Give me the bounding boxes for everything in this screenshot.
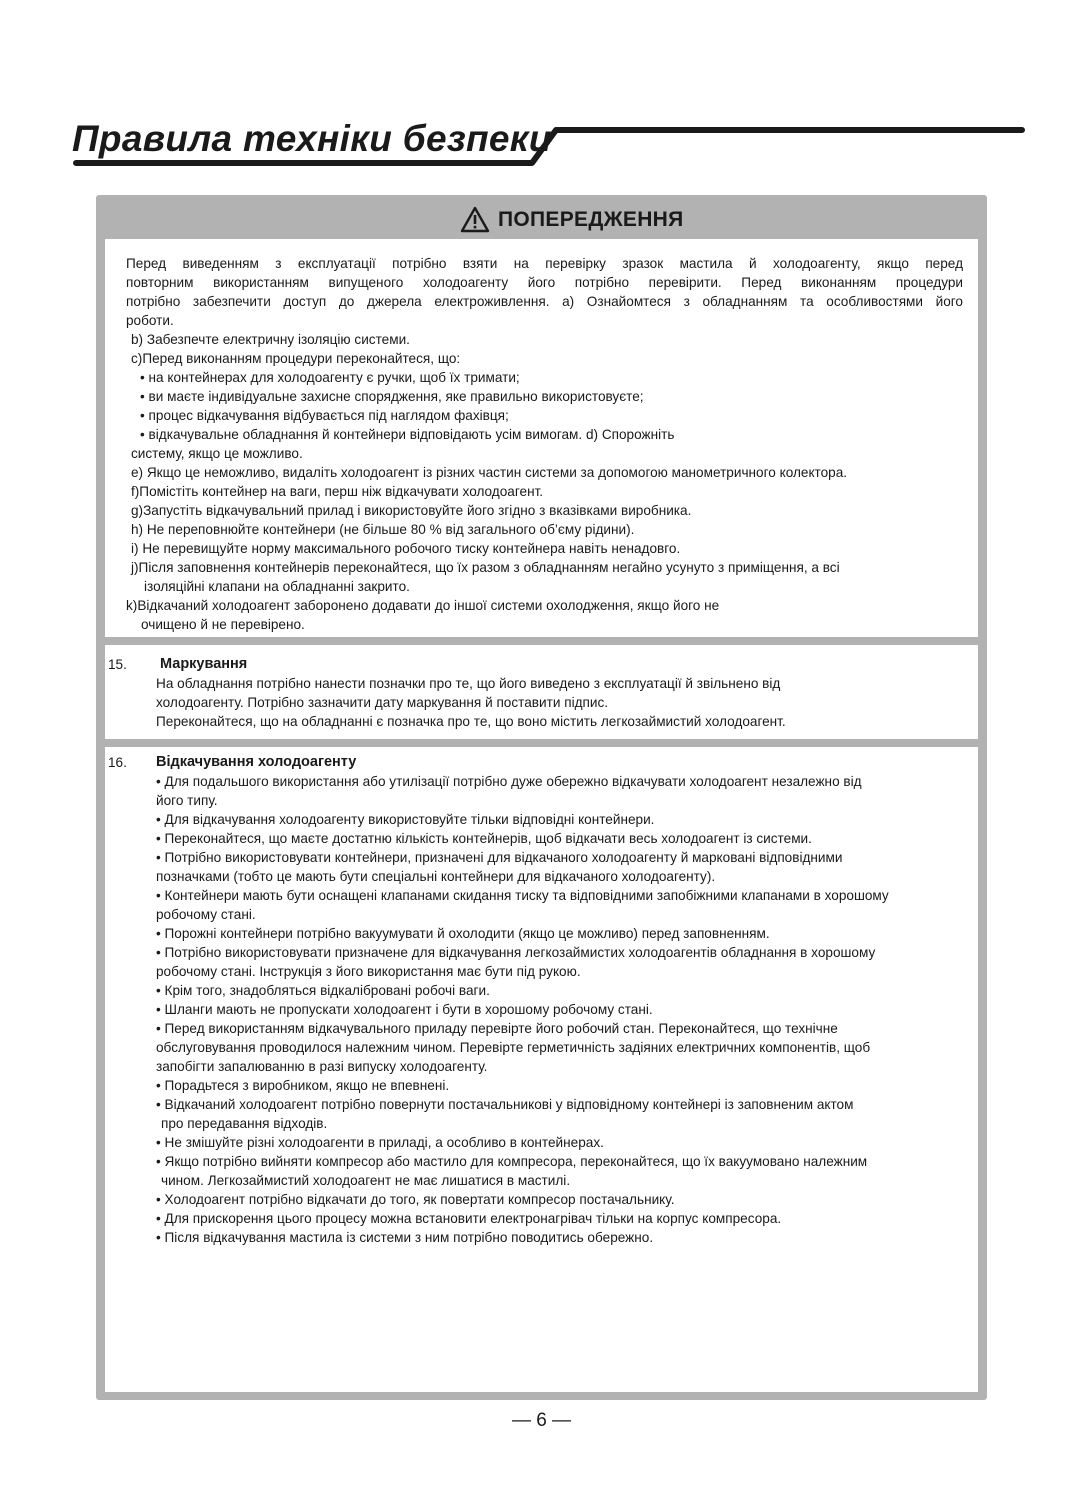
intro-line: роботи.	[126, 313, 174, 328]
list-item: • Для відкачування холодоагенту використовуйте тільки відповідні контейнери.	[156, 812, 655, 827]
section-line: На обладнання потрібно нанести позначки про те, що його виведено з експлуатації й звільнено від	[156, 676, 781, 691]
section-15-panel	[105, 645, 978, 739]
warning-item: c)Перед виконанням процедури переконайтеся, що:	[131, 351, 461, 366]
warning-item: f)Помістіть контейнер на ваги, перш ніж відкачувати холодоагент.	[131, 484, 544, 499]
list-item: • Для прискорення цього процесу можна встановити електронагрівач тільки на корпус компресора.	[156, 1211, 782, 1226]
list-item: запобігти запалюванню в разі випуску холодоагенту.	[156, 1059, 488, 1074]
list-item: обслуговування проводилося належним чином. Перевірте герметичність задіяних електричних компонентів, щоб	[156, 1040, 871, 1055]
list-item: • Якщо потрібно вийняти компресор або мастило для компресора, переконайтеся, що їх вакуумовано належним	[156, 1154, 868, 1169]
warning-item: b) Забезпечте електричну ізоляцію системи.	[131, 332, 410, 347]
title-underline	[0, 0, 1083, 175]
section-number: 16.	[108, 755, 127, 770]
section-line: Переконайтеся, що на обладнанні є позначка про те, що воно містить легкозаймистий холодоагент.	[156, 714, 786, 729]
warning-item: систему, якщо це можливо.	[131, 446, 303, 461]
list-item: • Не змішуйте різні холодоагенти в приладі, а особливо в контейнерах.	[156, 1135, 604, 1150]
list-item: • Потрібно використовувати контейнери, призначені для відкачаного холодоагенту й марковані відповідними	[156, 850, 843, 865]
list-item: • Після відкачування мастила із системи з ним потрібно поводитись обережно.	[156, 1230, 654, 1245]
warning-item: • процес відкачування відбувається під наглядом фахівця;	[140, 408, 509, 423]
warning-item: ізоляційні клапани на обладнанні закрито.	[144, 579, 410, 594]
list-item: робочому стані. Інструкція з його використання має бути під рукою.	[156, 964, 581, 979]
page-number: — 6 —	[511, 1410, 572, 1431]
page-title: Правила техніки безпеки	[72, 118, 552, 159]
section-title: Відкачування холодоагенту	[156, 754, 357, 770]
content-frame	[96, 195, 987, 1400]
section-16-panel	[105, 747, 978, 1392]
list-item: • Порадьтеся з виробником, якщо не впевнені.	[156, 1078, 450, 1093]
list-item: його типу.	[156, 793, 218, 808]
intro-line: Перед виведенням з експлуатації потрібно взяти на перевірку зразок мастила й холодоагенту, якщо перед	[126, 256, 963, 271]
list-item: • Переконайтеся, що маєте достатню кількість контейнерів, щоб відкачати весь холодоагент із системи.	[156, 831, 812, 846]
warning-item: • відкачувальне обладнання й контейнери відповідають усім вимогам. d) Спорожніть	[140, 427, 675, 442]
list-item: робочому стані.	[156, 907, 256, 922]
list-item: • Перед використанням відкачувального приладу перевірте його робочий стан. Переконайтеся, що технічне	[156, 1021, 838, 1036]
list-item: • Крім того, знадобляться відкалібровані робочі ваги.	[156, 983, 490, 998]
warning-panel	[105, 239, 978, 637]
warning-item: • на контейнерах для холодоагенту є ручки, щоб їх тримати;	[140, 370, 520, 385]
warning-item: j)Після заповнення контейнерів переконайтеся, що їх разом з обладнанням негайно усунуто з приміщення, а всі	[131, 560, 840, 575]
list-item: позначками (тобто це мають бути спеціальні контейнери для відкачаного холодоагенту).	[156, 869, 716, 884]
list-item: • Потрібно використовувати призначене для відкачування легкозаймистих холодоагентів обладнання в хорошому	[156, 945, 876, 960]
section-line: холодоагенту. Потрібно зазначити дату маркування й поставити підпис.	[156, 695, 609, 710]
warning-item: e) Якщо це неможливо, видаліть холодоагент із різних частин системи за допомогою манометричного колектора.	[131, 465, 848, 480]
list-item: чином. Легкозаймистий холодоагент не має лишатися в мастилі.	[161, 1173, 571, 1188]
list-item: • Відкачаний холодоагент потрібно повернути постачальникові у відповідному контейнері із заповненим актом	[156, 1097, 854, 1112]
intro-line: повторним використанням випущеного холодоагенту його потрібно перевірити. Перед виконанням процедури	[126, 275, 963, 290]
warning-item: k)Відкачаний холодоагент заборонено додавати до іншої системи охолодження, якщо його не	[126, 598, 720, 613]
list-item: • Холодоагент потрібно відкачати до того, як повертати компресор постачальнику.	[156, 1192, 675, 1207]
warning-title: ПОПЕРЕДЖЕННЯ	[498, 207, 684, 231]
warning-item: i) Не перевищуйте норму максимального робочого тиску контейнера навіть ненадовго.	[131, 541, 681, 556]
section-number: 15.	[108, 657, 127, 672]
list-item: • Для подальшого використання або утилізації потрібно дуже обережно відкачувати холодоагент незалежно від	[156, 774, 862, 789]
warning-triangle-icon	[460, 206, 490, 233]
intro-line: потрібно забезпечити доступ до джерела електроживлення. а) Ознайомтеся з обладнанням та особливостями його	[126, 294, 963, 309]
warning-item: h) Не переповнюйте контейнери (не більше 80 % від загального об’єму рідини).	[131, 522, 635, 537]
warning-item: • ви маєте індивідуальне захисне спорядження, яке правильно використовуєте;	[140, 389, 644, 404]
list-item: про передавання відходів.	[161, 1116, 328, 1131]
warning-item: g)Запустіть відкачувальний прилад і використовуйте його згідно з вказівками виробника.	[131, 503, 692, 518]
list-item: • Контейнери мають бути оснащені клапанами скидання тиску та відповідними запобіжними клапанами в хорошому	[156, 888, 889, 903]
list-item: • Шланги мають не пропускати холодоагент і бути в хорошому робочому стані.	[156, 1002, 653, 1017]
list-item: • Порожні контейнери потрібно вакуумувати й охолодити (якщо це можливо) перед заповненням.	[156, 926, 770, 941]
warning-item: очищено й не перевірено.	[141, 617, 305, 632]
warning-header	[96, 195, 987, 239]
section-title: Маркування	[160, 656, 248, 672]
